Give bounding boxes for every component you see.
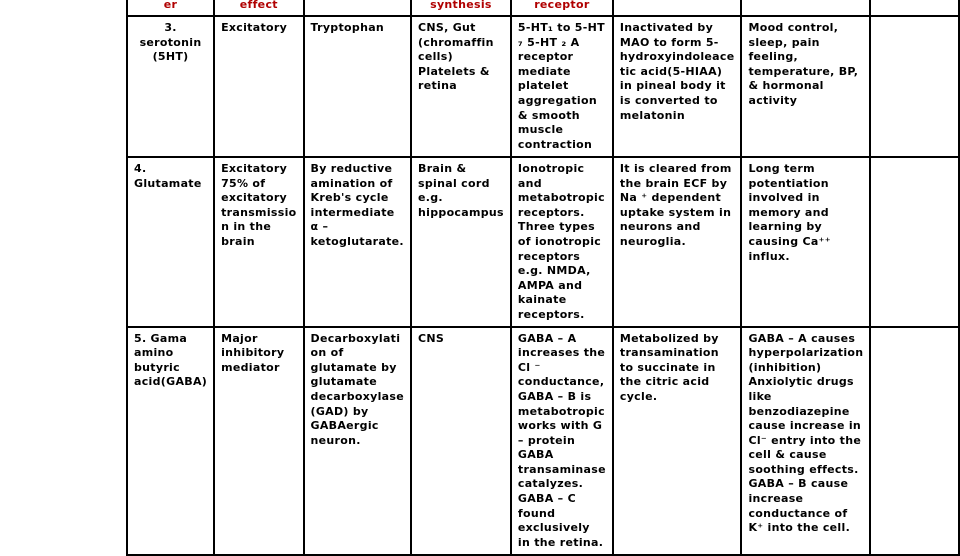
row-extra-cell	[870, 16, 959, 157]
header-cell-precursor	[304, 0, 412, 16]
neurotransmitter-table	[126, 0, 960, 556]
row-metabolism-cell: Inactivated by MAO to form 5-hydroxyindoleace tic acid(5-HIAA) in pineal body it is converted to melatonin	[613, 16, 742, 157]
row-name-cell: 3. serotonin (5HT)	[127, 16, 214, 157]
table-row	[127, 16, 959, 157]
row-precursor-cell: Tryptophan	[304, 16, 412, 157]
row-extra-cell	[870, 327, 959, 555]
row-receptor-cell: 5-HT₁ to 5-HT ₇ 5-HT ₂ A receptor mediate platelet aggregation & smooth muscle contraction	[511, 16, 613, 157]
header-cell-metabolism	[613, 0, 742, 16]
table-row	[127, 157, 959, 327]
row-name-cell: 5. Gama amino butyric acid(GABA)	[127, 327, 214, 555]
row-receptor-cell: GABA – A increases the Cl ⁻ conductance, GABA – B is metabotropic works with G – protein GABA transaminase catalyzes. GABA – C found exclusively in the retina.	[511, 327, 613, 555]
header-row	[127, 0, 959, 16]
table-row	[127, 327, 959, 555]
row-receptor-cell: Ionotropic and metabotropic receptors. Three types of ionotropic receptors e.g. NMDA, AMPA and kainate receptors.	[511, 157, 613, 327]
row-name-cell: 4. Glutamate	[127, 157, 214, 327]
row-metabolism-cell: Metabolized by transamination to succinate in the citric acid cycle.	[613, 327, 742, 555]
row-function-cell: GABA – A causes hyperpolarization (inhibition) Anxiolytic drugs like benzodiazepine cause increase in Cl⁻ entry into the cell & cause soothing effects. GABA – B cause increase conductance of K⁺ into the cell.	[741, 327, 870, 555]
row-location-cell: Brain & spinal cord e.g. hippocampus	[411, 157, 511, 327]
row-precursor-cell: Decarboxylati on of glutamate by glutamate decarboxylase (GAD) by GABAergic neuron.	[304, 327, 412, 555]
row-location-cell: CNS	[411, 327, 511, 555]
header-cell-name: er	[127, 0, 214, 16]
row-effect-cell: Excitatory 75% of excitatory transmissio n in the brain	[214, 157, 303, 327]
row-precursor-cell: By reductive amination of Kreb's cycle intermediate α – ketoglutarate.	[304, 157, 412, 327]
row-location-cell: CNS, Gut (chromaffin cells) Platelets & retina	[411, 16, 511, 157]
row-metabolism-cell: It is cleared from the brain ECF by Na ⁺ dependent uptake system in neurons and neuroglia.	[613, 157, 742, 327]
header-cell-extra	[870, 0, 959, 16]
row-effect-cell: Excitatory	[214, 16, 303, 157]
row-function-cell: Long term potentiation involved in memory and learning by causing Ca⁺⁺ influx.	[741, 157, 870, 327]
row-effect-cell: Major inhibitory mediator	[214, 327, 303, 555]
header-cell-location: synthesis	[411, 0, 511, 16]
row-extra-cell	[870, 157, 959, 327]
row-function-cell: Mood control, sleep, pain feeling, temperature, BP, & hormonal activity	[741, 16, 870, 157]
header-cell-receptor: receptor	[511, 0, 613, 16]
header-cell-function	[741, 0, 870, 16]
header-cell-effect: effect	[214, 0, 303, 16]
